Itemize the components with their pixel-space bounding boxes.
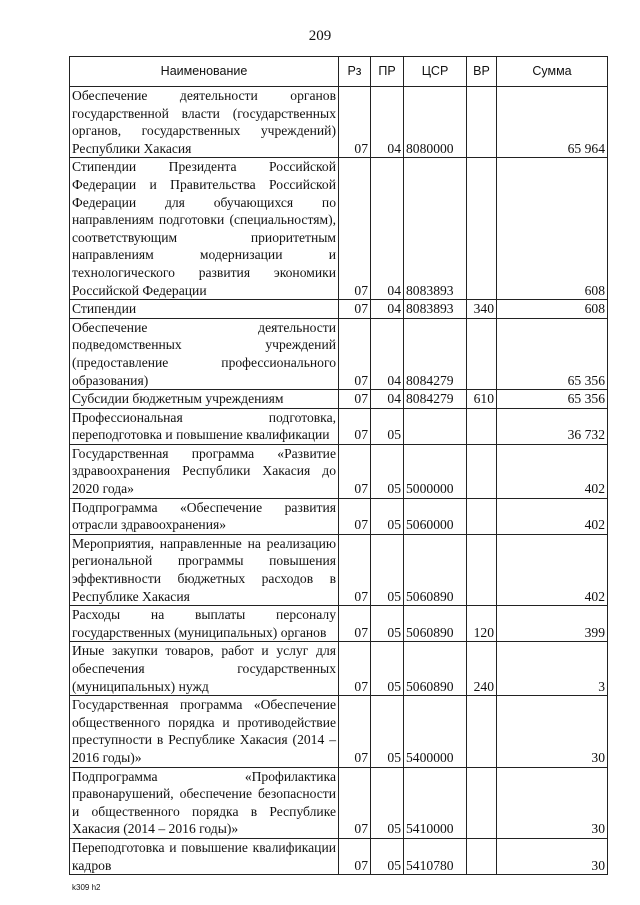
row-pr-cell: 05 (371, 534, 404, 605)
row-name-cell: Субсидии бюджетным учреждениям (70, 390, 339, 409)
table-body (70, 87, 608, 875)
row-csr-cell: 5410000 (404, 767, 467, 838)
row-sum-cell: 36 732 (497, 408, 608, 444)
header-sum: Сумма (497, 57, 608, 87)
row-vr-cell (467, 696, 497, 767)
row-vr-cell: 340 (467, 300, 497, 319)
row-rz-cell: 07 (339, 390, 371, 409)
row-rz-cell: 07 (339, 498, 371, 534)
row-pr-cell: 04 (371, 300, 404, 319)
table-row (70, 642, 608, 696)
row-pr-cell: 04 (371, 390, 404, 409)
table-row (70, 606, 608, 642)
row-csr-cell: 8080000 (404, 87, 467, 158)
row-vr-cell (467, 87, 497, 158)
row-vr-cell (467, 158, 497, 300)
table-row (70, 767, 608, 838)
header-rz: Рз (339, 57, 371, 87)
row-sum-cell: 65 964 (497, 87, 608, 158)
row-rz-cell: 07 (339, 534, 371, 605)
row-csr-cell: 8083893 (404, 300, 467, 319)
row-sum-cell: 3 (497, 642, 608, 696)
row-vr-cell (467, 838, 497, 874)
row-pr-cell: 05 (371, 408, 404, 444)
row-sum-cell: 402 (497, 534, 608, 605)
row-sum-cell: 30 (497, 767, 608, 838)
table-row (70, 87, 608, 158)
table-row (70, 408, 608, 444)
row-pr-cell: 05 (371, 498, 404, 534)
row-pr-cell: 05 (371, 642, 404, 696)
row-csr-cell: 5060890 (404, 534, 467, 605)
row-pr-cell: 05 (371, 444, 404, 498)
header-csr: ЦСР (404, 57, 467, 87)
table-row (70, 534, 608, 605)
footer-code: k309 h2 (72, 883, 101, 892)
row-csr-cell: 5060000 (404, 498, 467, 534)
row-sum-cell: 65 356 (497, 390, 608, 409)
row-name-cell: Государственная программа «Обеспечение общественного порядка и противодействие преступности в Республике Хакасия (2014 – 2016 годы)» (70, 696, 339, 767)
table-row (70, 444, 608, 498)
row-csr-cell: 5410780 (404, 838, 467, 874)
row-rz-cell: 07 (339, 444, 371, 498)
row-pr-cell: 04 (371, 158, 404, 300)
page-number: 209 (308, 28, 332, 44)
row-rz-cell: 07 (339, 408, 371, 444)
row-name-cell: Иные закупки товаров, работ и услуг для обеспечения государственных (муниципальных) нужд (70, 642, 339, 696)
row-pr-cell: 04 (371, 318, 404, 389)
row-csr-cell: 5060890 (404, 606, 467, 642)
row-csr-cell: 8084279 (404, 390, 467, 409)
row-sum-cell: 65 356 (497, 318, 608, 389)
row-name-cell: Переподготовка и повышение квалификации кадров (70, 838, 339, 874)
row-rz-cell: 07 (339, 642, 371, 696)
row-csr-cell: 8083893 (404, 158, 467, 300)
row-name-cell: Мероприятия, направленные на реализацию региональной программы повышения эффективности бюджетных расходов в Республике Хакасия (70, 534, 339, 605)
row-rz-cell: 07 (339, 606, 371, 642)
header-pr: ПР (371, 57, 404, 87)
row-vr-cell: 240 (467, 642, 497, 696)
row-rz-cell: 07 (339, 300, 371, 319)
row-csr-cell: 8084279 (404, 318, 467, 389)
row-name-cell: Обеспечение деятельности органов государственной власти (государственных органов, государственных учреждений) Республики Хакасия (70, 87, 339, 158)
row-name-cell: Расходы на выплаты персоналу государственных (муниципальных) органов (70, 606, 339, 642)
row-vr-cell (467, 318, 497, 389)
row-vr-cell (467, 444, 497, 498)
row-csr-cell: 5060890 (404, 642, 467, 696)
header-vr: ВР (467, 57, 497, 87)
row-name-cell: Подпрограмма «Профилактика правонарушений, обеспечение безопасности и общественного порядка в Республике Хакасия (2014 – 2016 годы)» (70, 767, 339, 838)
row-name-cell: Обеспечение деятельности подведомственных учреждений (предоставление профессионального образования) (70, 318, 339, 389)
row-sum-cell: 608 (497, 158, 608, 300)
row-vr-cell: 120 (467, 606, 497, 642)
row-name-cell: Профессиональная подготовка, переподготовка и повышение квалификации (70, 408, 339, 444)
table-header-row (70, 57, 608, 87)
row-sum-cell: 30 (497, 838, 608, 874)
row-vr-cell (467, 767, 497, 838)
row-rz-cell: 07 (339, 158, 371, 300)
row-csr-cell (404, 408, 467, 444)
row-pr-cell: 05 (371, 606, 404, 642)
row-pr-cell: 04 (371, 87, 404, 158)
row-name-cell: Подпрограмма «Обеспечение развития отрасли здравоохранения» (70, 498, 339, 534)
table-row (70, 318, 608, 389)
row-sum-cell: 402 (497, 498, 608, 534)
row-sum-cell: 402 (497, 444, 608, 498)
table-row (70, 498, 608, 534)
table-row (70, 696, 608, 767)
header-name: Наименование (70, 57, 339, 87)
budget-table (69, 56, 608, 875)
row-sum-cell: 608 (497, 300, 608, 319)
row-vr-cell: 610 (467, 390, 497, 409)
row-csr-cell: 5000000 (404, 444, 467, 498)
row-name-cell: Стипендии (70, 300, 339, 319)
table-row (70, 300, 608, 319)
row-rz-cell: 07 (339, 838, 371, 874)
row-vr-cell (467, 408, 497, 444)
row-rz-cell: 07 (339, 696, 371, 767)
row-pr-cell: 05 (371, 838, 404, 874)
row-vr-cell (467, 498, 497, 534)
row-name-cell: Стипендии Президента Российской Федерации и Правительства Российской Федерации для обучающихся по направлениям подготовки (специальностям), соответствующим приоритетным направлениям модернизации и технологического развития экономики Российской Федерации (70, 158, 339, 300)
row-sum-cell: 30 (497, 696, 608, 767)
row-pr-cell: 05 (371, 767, 404, 838)
table-row (70, 158, 608, 300)
row-sum-cell: 399 (497, 606, 608, 642)
row-pr-cell: 05 (371, 696, 404, 767)
row-rz-cell: 07 (339, 767, 371, 838)
row-vr-cell (467, 534, 497, 605)
row-rz-cell: 07 (339, 87, 371, 158)
row-rz-cell: 07 (339, 318, 371, 389)
table-row (70, 838, 608, 874)
table-row (70, 390, 608, 409)
row-name-cell: Государственная программа «Развитие здравоохранения Республики Хакасия до 2020 года» (70, 444, 339, 498)
row-csr-cell: 5400000 (404, 696, 467, 767)
